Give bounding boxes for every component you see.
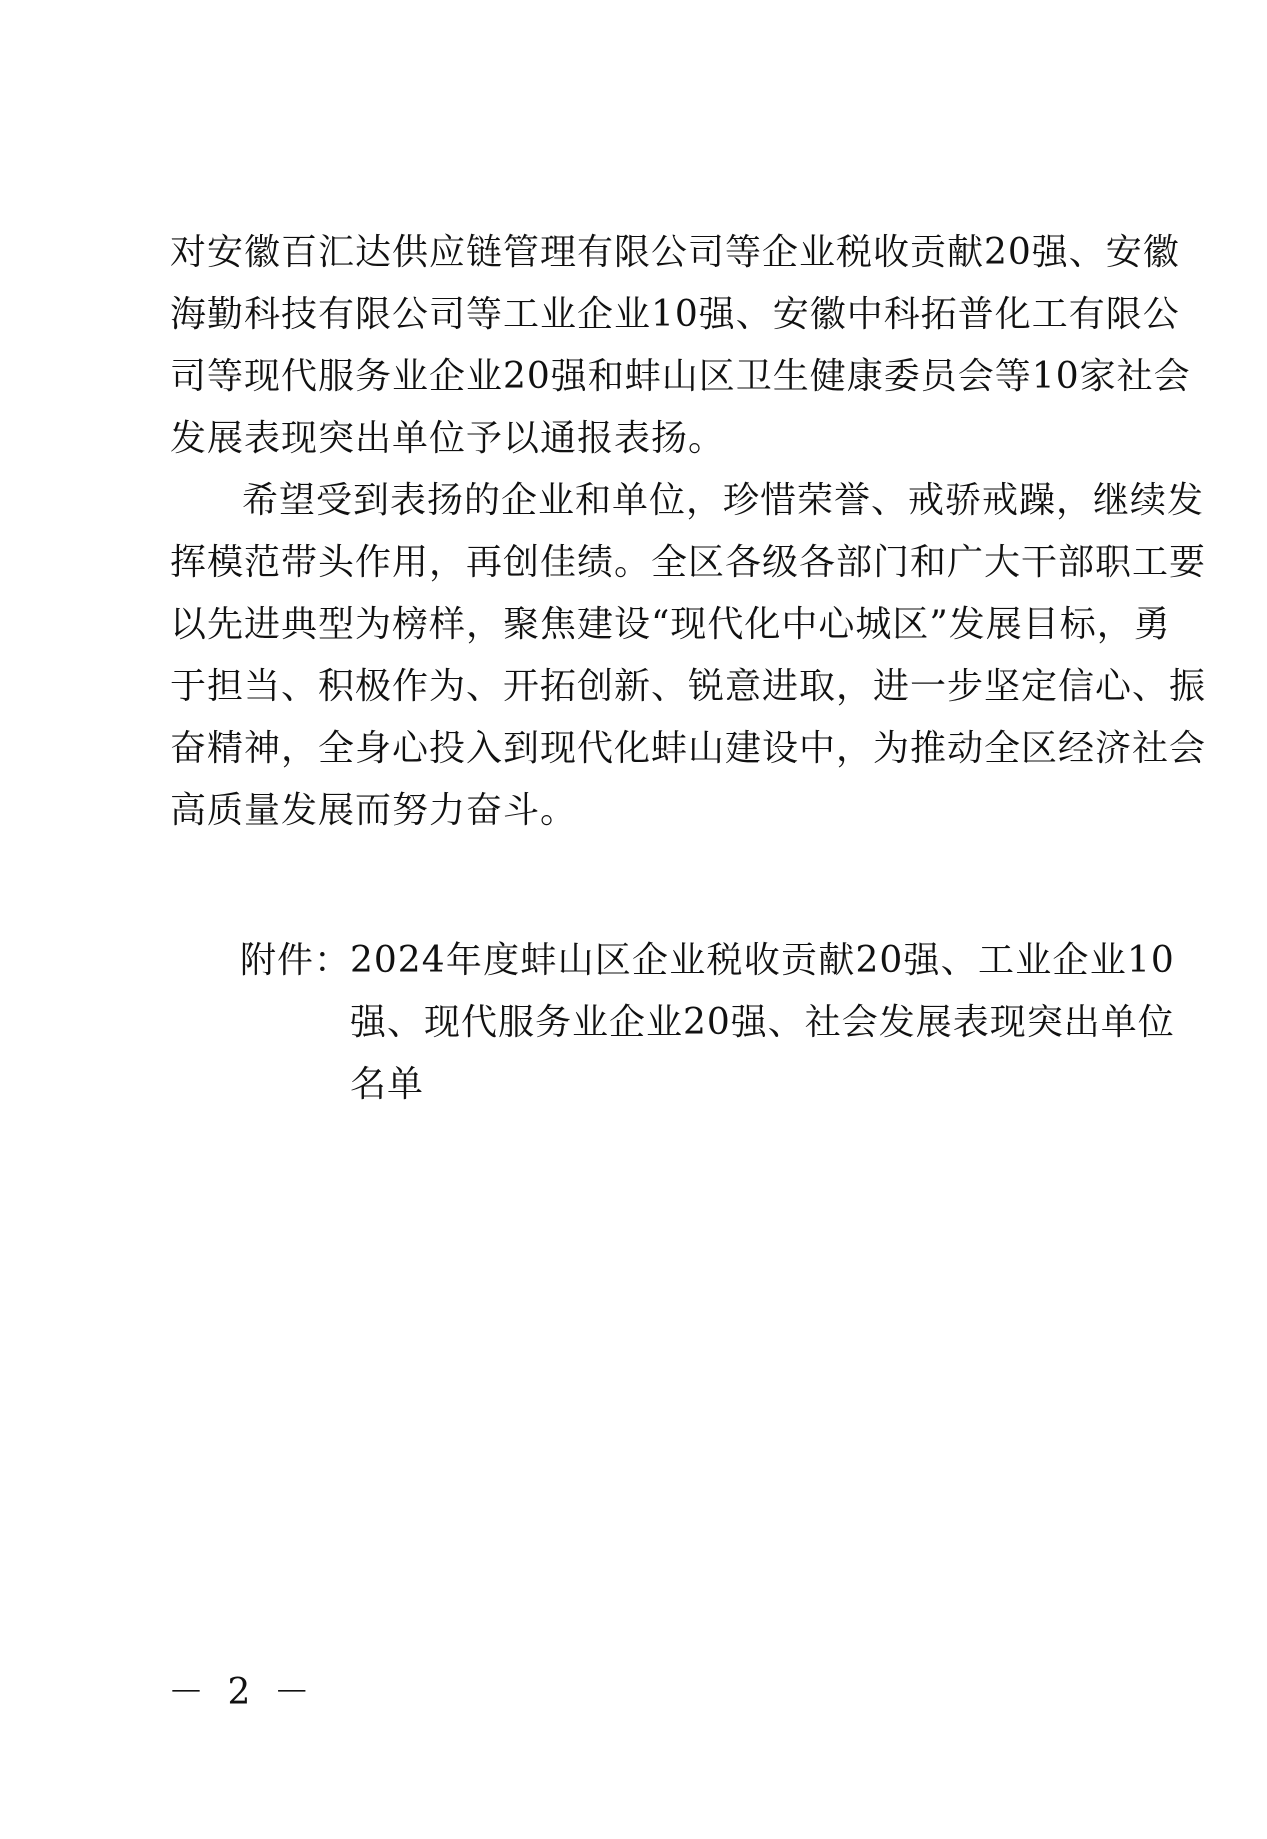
paragraph-line: 希望受到表扬的企业和单位，珍惜荣誉、戒骄戒躁，继续发 — [242, 480, 1205, 521]
paragraph-line: 海勤科技有限公司等工业企业10强、安徽中科拓普化工有限公 — [170, 294, 1180, 335]
paragraph-line: 高质量发展而努力奋斗。 — [170, 790, 578, 831]
document-body — [170, 222, 1207, 842]
paragraph-line: 以先进典型为榜样，聚焦建设“现代化中心城区”发展目标，勇 — [170, 604, 1171, 645]
attachment-label: 附件： — [240, 940, 352, 981]
paragraph-hope — [170, 470, 1207, 842]
paragraph-line: 奋精神，全身心投入到现代化蚌山建设中，为推动全区经济社会 — [170, 728, 1207, 769]
page-number: － 2 － — [168, 1672, 316, 1713]
attachment-line: 强、现代服务业企业20强、社会发展表现突出单位 — [350, 1002, 1175, 1043]
attachment-note — [240, 930, 1175, 1116]
paragraph-line: 发展表现突出单位予以通报表扬。 — [170, 418, 726, 459]
paragraph-line: 对安徽百汇达供应链管理有限公司等企业税收贡献20强、安徽 — [170, 232, 1180, 273]
attachment-line: 2024年度蚌山区企业税收贡献20强、工业企业10 — [350, 940, 1175, 981]
attachment-line: 名单 — [350, 1064, 425, 1105]
paragraph-line: 挥模范带头作用，再创佳绩。全区各级各部门和广大干部职工要 — [170, 542, 1207, 583]
paragraph-line: 于担当、积极作为、开拓创新、锐意进取，进一步坚定信心、振 — [170, 666, 1207, 707]
paragraph-line: 司等现代服务业企业20强和蚌山区卫生健康委员会等10家社会 — [170, 356, 1191, 397]
attachment-title — [350, 930, 1175, 1116]
paragraph-notice — [170, 222, 1191, 470]
